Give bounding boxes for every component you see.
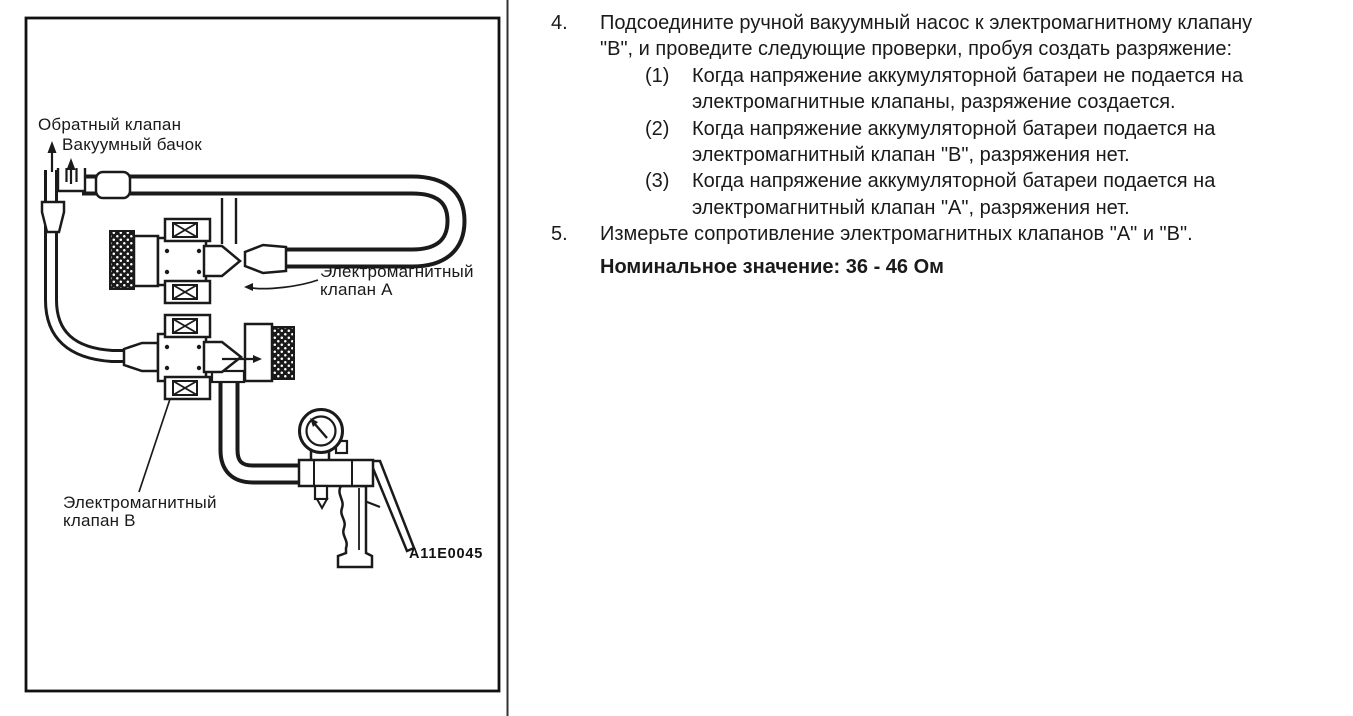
instructions-block	[551, 10, 1351, 280]
solenoid-b-label-line2: клапан B	[63, 510, 136, 530]
solenoid-b-label-line1: Электромагнитный	[63, 493, 217, 512]
step-5	[551, 221, 1351, 280]
step-4-sub-3-number: (3)	[645, 170, 670, 193]
step-4-number: 4.	[551, 12, 568, 34]
solenoid-a-label	[320, 263, 474, 298]
step-4-sub-2-line1: Когда напряжение аккумуляторной батареи подается на	[692, 117, 1216, 140]
step-4-sub-3-line2: электромагнитный клапан "A", разряжения нет.	[692, 196, 1130, 219]
valve-b-coil-block	[272, 327, 294, 379]
step-4-sub-1-number: (1)	[645, 64, 670, 87]
nominal-value-line: Номинальное значение: 36 - 46 Ом	[600, 255, 944, 278]
pump-body	[299, 460, 373, 486]
vacuum-tank-label: Вакуумный бачок	[62, 135, 202, 154]
step-4-sub-1-line1: Когда напряжение аккумуляторной батареи не подается на	[692, 64, 1244, 87]
pump-nipple	[315, 486, 327, 499]
step-4-sub-2-number: (2)	[645, 117, 670, 140]
step-4-sub-2	[645, 116, 1351, 169]
vacuum-gauge-icon	[300, 410, 343, 453]
solenoid-a-label-line2: клапан A	[320, 279, 393, 299]
solenoid-a-label-line1: Электромагнитный	[320, 262, 474, 281]
hose-start-collar	[96, 172, 130, 198]
step-5-number: 5.	[551, 223, 568, 246]
check-valve-label: Обратный клапан	[38, 115, 182, 134]
left-pipe-collar	[42, 202, 64, 232]
step-4-sub-1-line2: электромагнитные клапаны, разряжение создается.	[692, 91, 1176, 114]
solenoid-b-label	[63, 494, 217, 529]
diagram-panel	[0, 0, 530, 716]
step-4-line1: Подсоедините ручной вакуумный насос к электромагнитному клапану	[600, 12, 1253, 34]
valve-b-inlet-collar	[124, 343, 158, 371]
vacuum-pump-diagram	[0, 0, 530, 716]
step-5-line1: Измерьте сопротивление электромагнитных клапанов "A" и "B".	[600, 223, 1193, 246]
step-4-sub-2-line2: электромагнитный клапан "B", разряжения нет.	[692, 144, 1130, 167]
hose-end-collar	[245, 245, 286, 273]
step-4	[551, 10, 1351, 221]
step-4-sub-3-line1: Когда напряжение аккумуляторной батареи подается на	[692, 170, 1216, 193]
figure-code: A11E0045	[409, 546, 484, 562]
step-4-sub-1	[645, 63, 1351, 116]
step-4-line2: "B", и проведите следующие проверки, пробуя создать разряжение:	[600, 38, 1233, 61]
step-4-sub-3	[645, 168, 1351, 221]
valve-a-coil-block	[110, 231, 134, 289]
